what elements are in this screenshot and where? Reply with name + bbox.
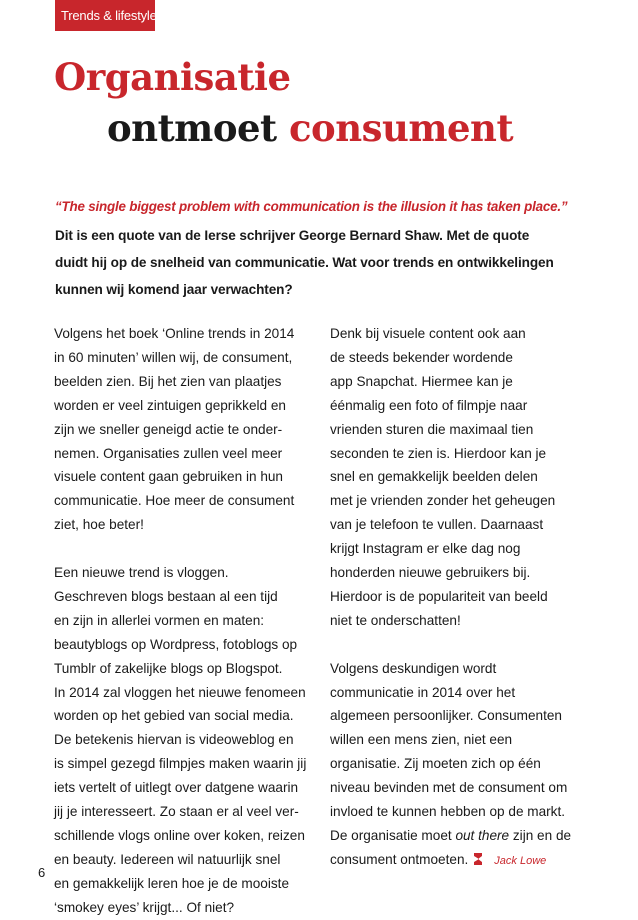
page-number: 6 <box>38 865 46 880</box>
body-line: communicatie in 2014 over het <box>330 684 516 700</box>
body-line: met je vrienden zonder het geheugen <box>330 493 556 509</box>
body-line: is simpel gezegd filmpjes maken waarin jij <box>54 756 307 772</box>
body-line: Hierdoor is de populariteit van beeld <box>330 588 548 604</box>
article-title-line1: Organisatie <box>54 55 291 99</box>
body-line: vrienden sturen die maximaal tien <box>330 421 534 437</box>
title-word-consument: consument <box>289 106 514 150</box>
body-line: seconden te zien is. Hierdoor kan je <box>330 445 547 461</box>
body-line: en beauty. Iedereen wil natuurlijk snel <box>54 851 281 867</box>
body-line: De betekenis hiervan is videoweblog en <box>54 732 294 748</box>
body-line: ‘smokey eyes’ krijgt... Of niet? <box>54 899 235 915</box>
body-text: De organisatie moet <box>330 828 456 844</box>
body-line: jij je interesseert. Zo staan er al veel ver- <box>54 804 299 820</box>
body-line: en zijn in allerlei vormen en maten: <box>54 612 265 628</box>
body-line: Een nieuwe trend is vloggen. <box>54 565 229 581</box>
body-line-out-there <box>330 824 600 848</box>
body-line: honderden nieuwe gebruikers bij. <box>330 565 531 581</box>
intro-line: Dit is een quote van de Ierse schrijver George Bernard Shaw. Met de quote <box>55 228 530 243</box>
body-line: niveau bevinden met de consument om <box>330 780 568 796</box>
body-text: consument ontmoeten. <box>330 851 469 867</box>
body-line: niet te onderschatten! <box>330 612 461 628</box>
body-line: iets vertelt of uitlegt over datgene waarin <box>54 780 299 796</box>
body-text: zijn en de <box>509 828 572 844</box>
pull-quote: “The single biggest problem with communication is the illusion it has taken place.” <box>55 199 568 214</box>
body-line: krijgt Instagram er elke dag nog <box>330 541 521 557</box>
title-word-ontmoet: ontmoet <box>107 106 290 150</box>
body-line: app Snapchat. Hiermee kan je <box>330 373 513 389</box>
intro-line: kunnen wij komend jaar verwachten? <box>55 282 293 297</box>
article-title-line2 <box>107 106 513 150</box>
body-line: visuele content gaan gebruiken in hun <box>54 469 283 485</box>
body-line: Tumblr of zakelijke blogs op Blogspot. <box>54 660 283 676</box>
body-line: beelden zien. Bij het zien van plaatjes <box>54 373 282 389</box>
emphasis-out-there: out there <box>455 828 510 844</box>
body-line: worden op het gebied van social media. <box>54 708 294 724</box>
body-line: zijn we sneller geneigd actie te onder- <box>54 421 283 437</box>
body-line: nemen. Organisaties zullen veel meer <box>54 445 283 461</box>
body-line: Volgens deskundigen wordt <box>330 660 497 676</box>
body-line: ziet, hoe beter! <box>54 517 144 533</box>
author-name: Jack Lowe <box>494 854 547 867</box>
body-line: Geschreven blogs bestaan al een tijd <box>54 588 278 604</box>
body-line: Denk bij visuele content ook aan <box>330 326 526 341</box>
body-line: in 60 minuten’ willen wij, de consument, <box>54 349 293 365</box>
intro-line: duidt hij op de snelheid van communicatie. Wat voor trends en ontwikkelingen <box>55 255 554 270</box>
body-line: worden er veel zintuigen geprikkeld en <box>54 397 286 413</box>
body-line: communicatie. Hoe meer de consument <box>54 493 295 509</box>
body-line: en gemakkelijk leren hoe je de mooiste <box>54 875 290 891</box>
body-line: willen een mens zien, niet een <box>330 732 513 748</box>
body-line: schillende vlogs online over koken, reizen <box>54 828 305 844</box>
right-column <box>330 322 600 874</box>
body-line: van je telefoon te vullen. Daarnaast <box>330 517 544 533</box>
body-line: beautyblogs op Wordpress, fotoblogs op <box>54 636 298 652</box>
body-line: organisatie. Zij moeten zich op één <box>330 756 541 772</box>
body-line: invloed te kunnen hebben op de markt. <box>330 804 566 820</box>
section-tag: Trends & lifestyle <box>55 0 155 31</box>
signature-mark-icon <box>472 851 484 867</box>
body-line: de steeds bekender wordende <box>330 349 513 365</box>
left-column <box>54 322 324 920</box>
intro-paragraph <box>55 222 595 303</box>
body-line: Volgens het boek ‘Online trends in 2014 <box>54 326 295 341</box>
body-line: algemeen persoonlijker. Consumenten <box>330 708 562 724</box>
body-line: In 2014 zal vloggen het nieuwe fenomeen <box>54 684 306 700</box>
body-line: éénmalig een foto of filmpje naar <box>330 397 528 413</box>
body-line: snel en gemakkelijk beelden delen <box>330 469 538 485</box>
body-line-final <box>330 848 600 874</box>
